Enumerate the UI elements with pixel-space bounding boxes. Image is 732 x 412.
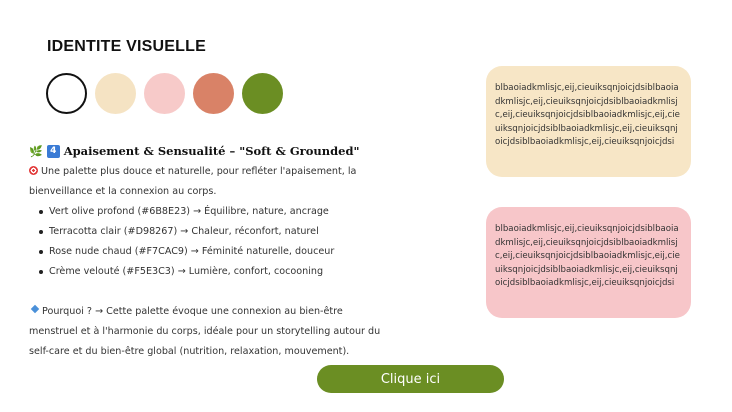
diamond-icon: [31, 305, 39, 313]
text-card-cream: [486, 66, 691, 177]
card-text: blbaoiadkmlisjc,eij,cieuiksqnjoicjdsiblbaoiadkmlisjc,eij,cieuiksqnjoicjdsiblbaoiadkmlisjc,eij,cieuiksqnjoicjdsiblbaoiadkmlisjc,eij,cieuiksqnjoicjdsiblbaoiadkmlisjc,eij,cieuiksqnjoicjdsiblbaoiadkmlisjc,eij,cieuiksqnjoicjdsi: [495, 83, 680, 147]
herb-icon: 🌿: [29, 144, 43, 158]
swatch-white: [46, 73, 87, 114]
palette-why-text: Pourquoi ? → Cette palette évoque une connexion au bien-être menstruel et à l'harmonie du corps, idéale pour un storytelling autour du self-care et du bien-être global (nutrition, relaxation, mouvement).: [29, 306, 381, 357]
palette-description: [29, 144, 389, 362]
palette-intro: [29, 162, 389, 202]
card-text: blbaoiadkmlisjc,eij,cieuiksqnjoicjdsiblbaoiadkmlisjc,eij,cieuiksqnjoicjdsiblbaoiadkmlisjc,eij,cieuiksqnjoicjdsiblbaoiadkmlisjc,eij,cieuiksqnjoicjdsiblbaoiadkmlisjc,eij,cieuiksqnjoicjdsiblbaoiadkmlisjc,eij,cieuiksqnjoicjdsi: [495, 224, 680, 288]
list-item: Vert olive profond (#6B8E23) → Équilibre, nature, ancrage: [39, 202, 389, 222]
list-item: Rose nude chaud (#F7CAC9) → Féminité naturelle, douceur: [39, 242, 389, 262]
swatch-olive: [242, 73, 283, 114]
palette-why: [29, 302, 389, 362]
list-item: Terracotta clair (#D98267) → Chaleur, réconfort, naturel: [39, 222, 389, 242]
target-icon: [29, 166, 38, 175]
swatch-terracotta: [193, 73, 234, 114]
palette-intro-text: Une palette plus douce et naturelle, pour refléter l'apaisement, la bienveillance et la connexion au corps.: [29, 166, 357, 197]
palette-bullet-list: [39, 202, 389, 282]
list-item: Crème velouté (#F5E3C3) → Lumière, confort, cocooning: [39, 262, 389, 282]
swatch-cream: [95, 73, 136, 114]
number-four-icon: 4: [47, 145, 60, 158]
cta-button[interactable]: Clique ici: [317, 365, 504, 393]
text-card-rose: [486, 207, 691, 318]
color-swatches: [46, 73, 283, 114]
page-title: IDENTITE VISUELLE: [47, 38, 206, 55]
palette-headline-text: Apaisement & Sensualité – "Soft & Grounded": [63, 144, 360, 158]
palette-headline: [29, 144, 389, 158]
swatch-rose: [144, 73, 185, 114]
